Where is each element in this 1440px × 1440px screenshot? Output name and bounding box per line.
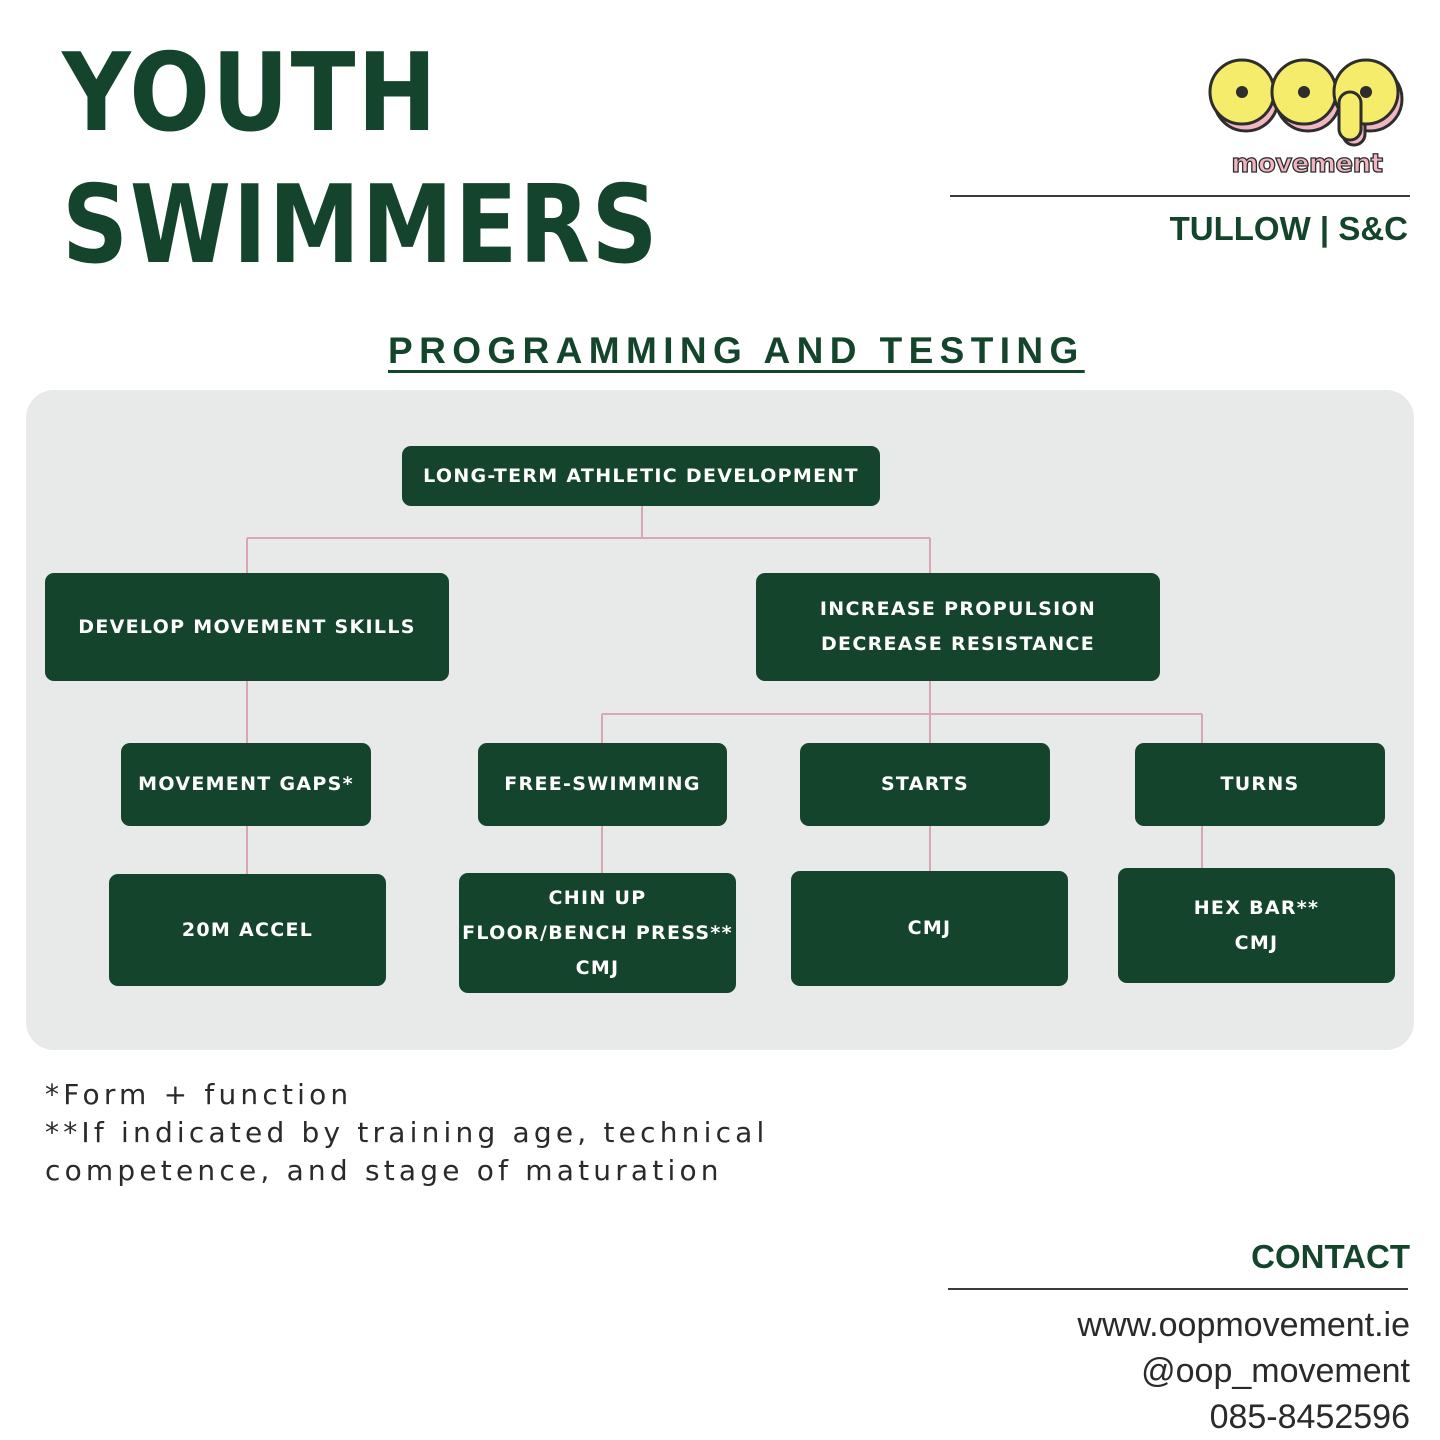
node-label: MOVEMENT GAPS* (138, 773, 354, 795)
node-movement-gaps (121, 743, 371, 826)
node-label: TURNS (1220, 773, 1300, 795)
node-label: CHIN UP (548, 886, 647, 909)
node-develop-movement-skills (45, 573, 449, 681)
location-tagline: TULLOW | S&C (1169, 210, 1408, 247)
contact-phone[interactable]: 085-8452596 (1209, 1398, 1410, 1436)
node-test-starts (791, 871, 1068, 986)
footnote-form-function: *Form + function (45, 1078, 353, 1111)
oop-movement-logo (1205, 44, 1415, 184)
node-label: CMJ (907, 917, 952, 939)
header-divider (950, 195, 1410, 197)
contact-divider (948, 1288, 1408, 1290)
node-starts (800, 743, 1050, 826)
footnote-indicated-line2: competence, and stage of maturation (45, 1154, 723, 1187)
node-free-swimming (478, 743, 727, 826)
node-increase-propulsion (756, 573, 1160, 681)
node-test-turns (1118, 868, 1395, 983)
title-youth: YOUTH (62, 31, 439, 156)
contact-list (1077, 1302, 1410, 1440)
node-label: 20M ACCEL (181, 918, 314, 941)
contact-heading: CONTACT (1251, 1238, 1410, 1275)
node-label: CMJ (1234, 931, 1279, 954)
section-title: PROGRAMMING AND TESTING (388, 330, 1085, 371)
node-label: CMJ (575, 956, 620, 979)
diagram-panel (26, 390, 1414, 1050)
node-turns (1135, 743, 1385, 826)
node-label: FREE-SWIMMING (504, 773, 701, 795)
node-test-free-swimming (459, 873, 736, 993)
node-label: STARTS (880, 773, 970, 795)
footnote-indicated-line1: **If indicated by training age, technical (45, 1116, 769, 1149)
connector-increase-to-level2 (602, 680, 1202, 743)
node-long-term-athletic-development (402, 446, 880, 506)
connector-root-to-level1 (247, 506, 930, 573)
footnotes (45, 1076, 769, 1190)
node-test-20m-accel (109, 874, 386, 986)
contact-website-link[interactable]: www.oopmovement.ie (1077, 1306, 1410, 1344)
node-label: INCREASE PROPULSION (819, 598, 1097, 620)
node-label: FLOOR/BENCH PRESS** (462, 921, 733, 944)
node-label: LONG-TERM ATHLETIC DEVELOPMENT (423, 464, 859, 487)
node-label: DEVELOP MOVEMENT SKILLS (78, 615, 416, 638)
contact-social-handle[interactable]: @oop_movement (1141, 1352, 1410, 1390)
title-swimmers: SWIMMERS (62, 163, 660, 288)
logo-subtitle: movement (1231, 149, 1383, 179)
node-label: DECREASE RESISTANCE (820, 633, 1096, 655)
node-label: HEX BAR** (1193, 896, 1320, 919)
